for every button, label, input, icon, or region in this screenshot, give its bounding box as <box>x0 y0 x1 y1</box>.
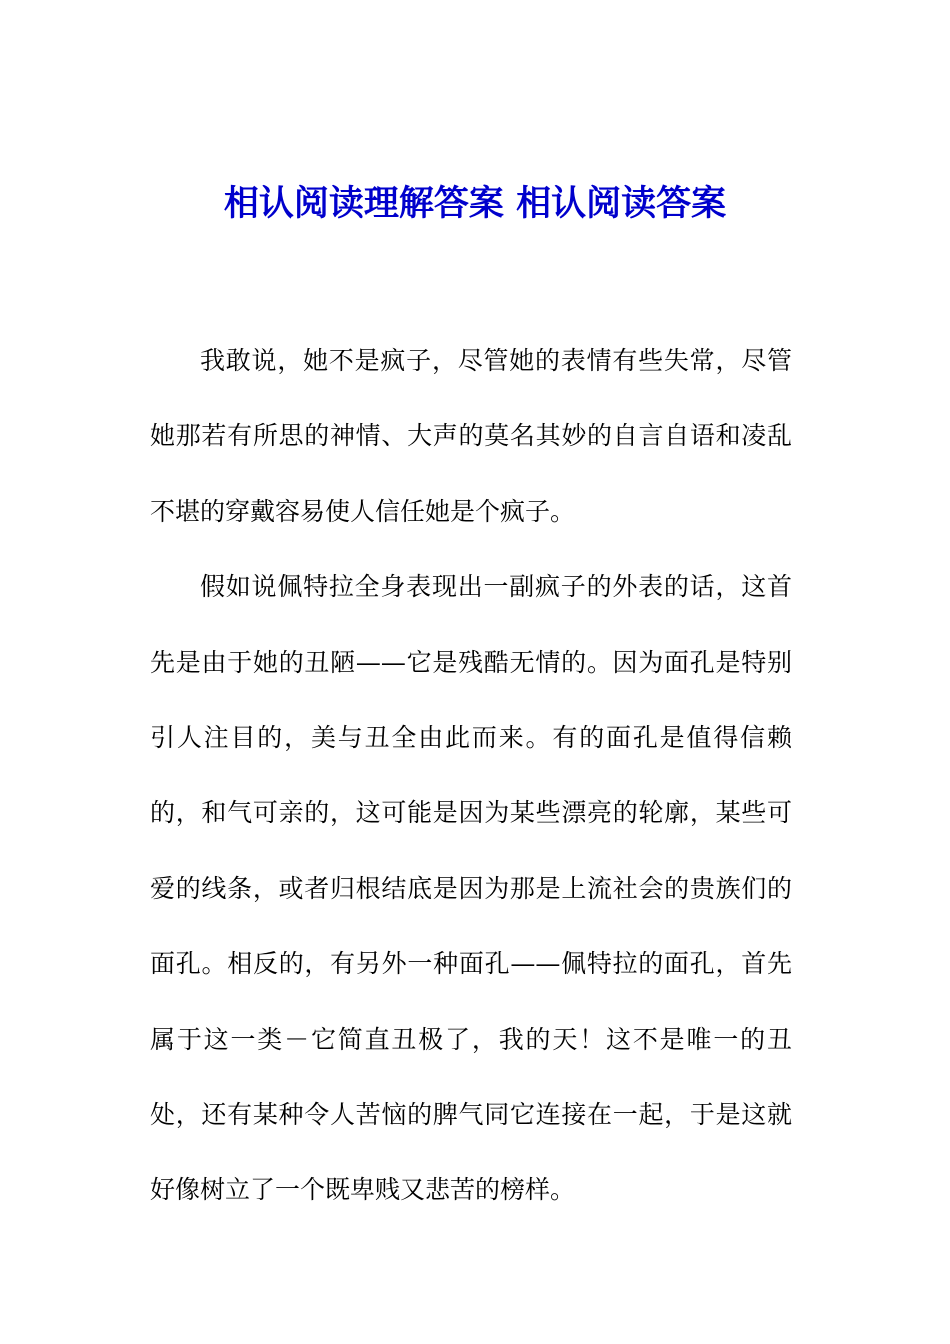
body-paragraph-2: 假如说佩特拉全身表现出一副疯子的外表的话，这首先是由于她的丑陋——它是残酷无情的。因为面孔是特别引人注目的，美与丑全由此而来。有的面孔是值得信赖的，和气可亲的，这可能是因为某些漂亮的轮廓，某些可爱的线条，或者归根结底是因为那是上流社会的贵族们的面孔。相反的，有另外一种面孔——佩特拉的面孔，首先属于这一类－它简直丑极了，我的天！这不是唯一的丑处，还有某种令人苦恼的脾气同它连接在一起，于是这就好像树立了一个既卑贱又悲苦的榜样。 <box>150 572 792 1205</box>
document-body <box>150 323 792 1228</box>
document-title: 相认阅读理解答案 相认阅读答案 <box>223 183 727 224</box>
body-paragraph-1: 我敢说，她不是疯子，尽管她的表情有些失常，尽管她那若有所思的神情、大声的莫名其妙的自言自语和凌乱不堪的穿戴容易使人信任她是个疯子。 <box>150 346 792 526</box>
